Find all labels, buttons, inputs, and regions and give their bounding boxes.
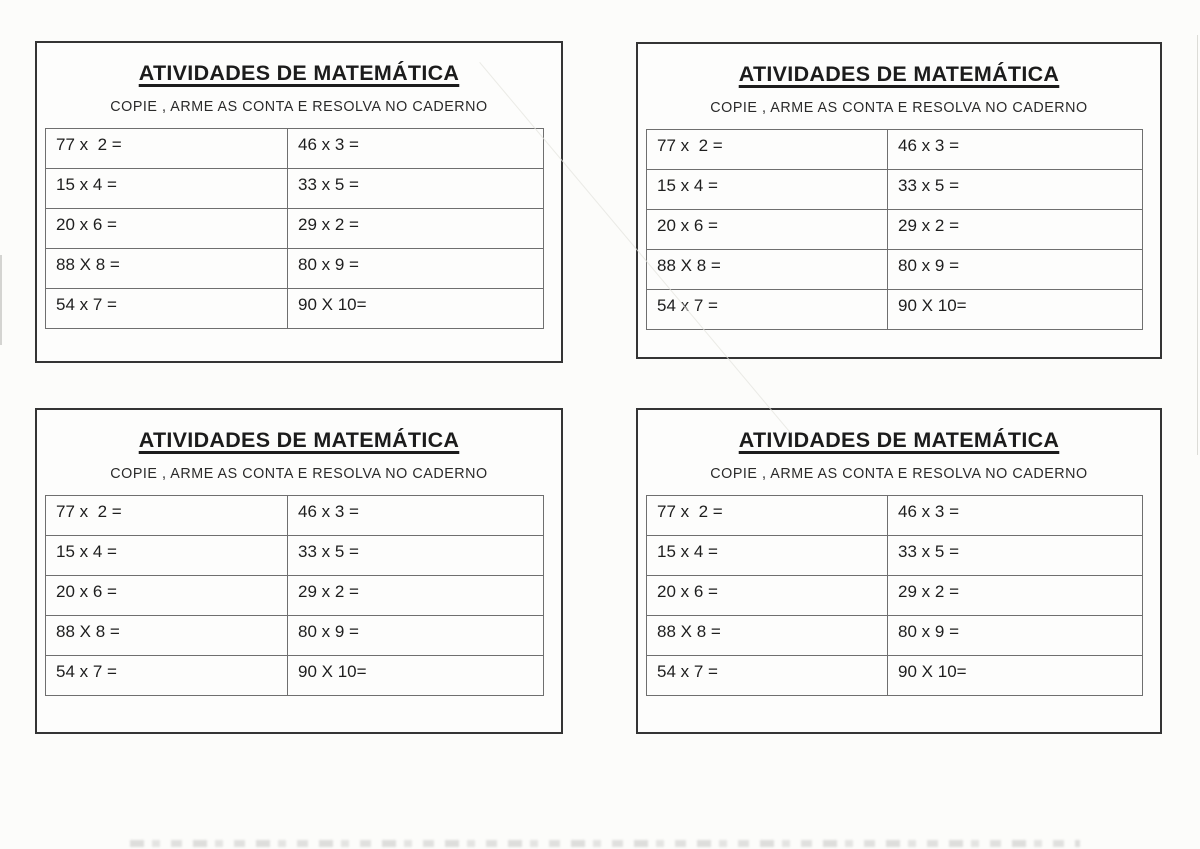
table-row (46, 536, 544, 576)
problem-cell: 88 X 8 = (647, 616, 888, 656)
problem-cell: 15 x 4 = (46, 169, 288, 209)
problem-cell: 33 x 5 = (888, 170, 1143, 210)
table-row (46, 249, 544, 289)
problem-cell: 80 x 9 = (288, 616, 544, 656)
problem-cell: 80 x 9 = (888, 616, 1143, 656)
worksheet-title: ATIVIDADES DE MATEMÁTICA (738, 62, 1060, 86)
table-row (46, 496, 544, 536)
problem-cell: 46 x 3 = (888, 496, 1143, 536)
problem-cell: 20 x 6 = (647, 576, 888, 616)
table-row (46, 289, 544, 329)
table-row (46, 616, 544, 656)
worksheet-title: ATIVIDADES DE MATEMÁTICA (138, 428, 460, 452)
table-row (647, 170, 1143, 210)
problem-cell: 54 x 7 = (46, 656, 288, 696)
problem-cell: 54 x 7 = (647, 290, 888, 330)
problem-cell: 80 x 9 = (888, 250, 1143, 290)
table-row (647, 290, 1143, 330)
problem-cell: 20 x 6 = (46, 209, 288, 249)
worksheet-panel-bottom-right (636, 408, 1162, 734)
problem-cell: 33 x 5 = (888, 536, 1143, 576)
problem-cell: 90 X 10= (288, 289, 544, 329)
problem-cell: 29 x 2 = (288, 209, 544, 249)
worksheet-panel-top-right (636, 42, 1162, 359)
problem-cell: 15 x 4 = (46, 536, 288, 576)
worksheet-instruction: COPIE , ARME AS CONTA E RESOLVA NO CADERNO (710, 100, 1088, 116)
problem-cell: 90 X 10= (888, 656, 1143, 696)
table-row (647, 616, 1143, 656)
table-row (46, 169, 544, 209)
problem-cell: 77 x 2 = (46, 129, 288, 169)
worksheet-title: ATIVIDADES DE MATEMÁTICA (138, 61, 460, 85)
problems-table (45, 495, 544, 696)
problem-cell: 20 x 6 = (647, 210, 888, 250)
table-row (46, 129, 544, 169)
worksheet-instruction: COPIE , ARME AS CONTA E RESOLVA NO CADERNO (110, 99, 488, 115)
worksheet-instruction: COPIE , ARME AS CONTA E RESOLVA NO CADERNO (110, 466, 488, 482)
table-row (647, 496, 1143, 536)
problem-cell: 54 x 7 = (46, 289, 288, 329)
problem-cell: 88 X 8 = (46, 249, 288, 289)
table-row (46, 209, 544, 249)
problem-cell: 33 x 5 = (288, 169, 544, 209)
table-row (46, 576, 544, 616)
problem-cell: 15 x 4 = (647, 170, 888, 210)
problem-cell: 88 X 8 = (46, 616, 288, 656)
problem-cell: 20 x 6 = (46, 576, 288, 616)
problem-cell: 29 x 2 = (888, 210, 1143, 250)
problem-cell: 46 x 3 = (288, 129, 544, 169)
problems-table (646, 495, 1143, 696)
problem-cell: 15 x 4 = (647, 536, 888, 576)
problems-table (646, 129, 1143, 330)
table-row (647, 536, 1143, 576)
problem-cell: 77 x 2 = (46, 496, 288, 536)
table-row (647, 656, 1143, 696)
table-row (647, 210, 1143, 250)
table-row (46, 656, 544, 696)
scan-bleedthrough-artifact (130, 840, 1080, 847)
problem-cell: 29 x 2 = (888, 576, 1143, 616)
problem-cell: 77 x 2 = (647, 130, 888, 170)
worksheet-instruction: COPIE , ARME AS CONTA E RESOLVA NO CADERNO (710, 466, 1088, 482)
table-row (647, 576, 1143, 616)
problem-cell: 33 x 5 = (288, 536, 544, 576)
problem-cell: 90 X 10= (288, 656, 544, 696)
table-row (647, 130, 1143, 170)
problem-cell: 46 x 3 = (288, 496, 544, 536)
worksheet-panel-top-left (35, 41, 563, 363)
worksheet-panel-bottom-left (35, 408, 563, 734)
table-row (647, 250, 1143, 290)
problem-cell: 46 x 3 = (888, 130, 1143, 170)
problem-cell: 80 x 9 = (288, 249, 544, 289)
problem-cell: 77 x 2 = (647, 496, 888, 536)
scan-edge-artifact (1197, 35, 1198, 455)
worksheet-title: ATIVIDADES DE MATEMÁTICA (738, 428, 1060, 452)
problem-cell: 88 X 8 = (647, 250, 888, 290)
problem-cell: 29 x 2 = (288, 576, 544, 616)
problem-cell: 90 X 10= (888, 290, 1143, 330)
problem-cell: 54 x 7 = (647, 656, 888, 696)
scan-edge-artifact (0, 255, 2, 345)
problems-table (45, 128, 544, 329)
